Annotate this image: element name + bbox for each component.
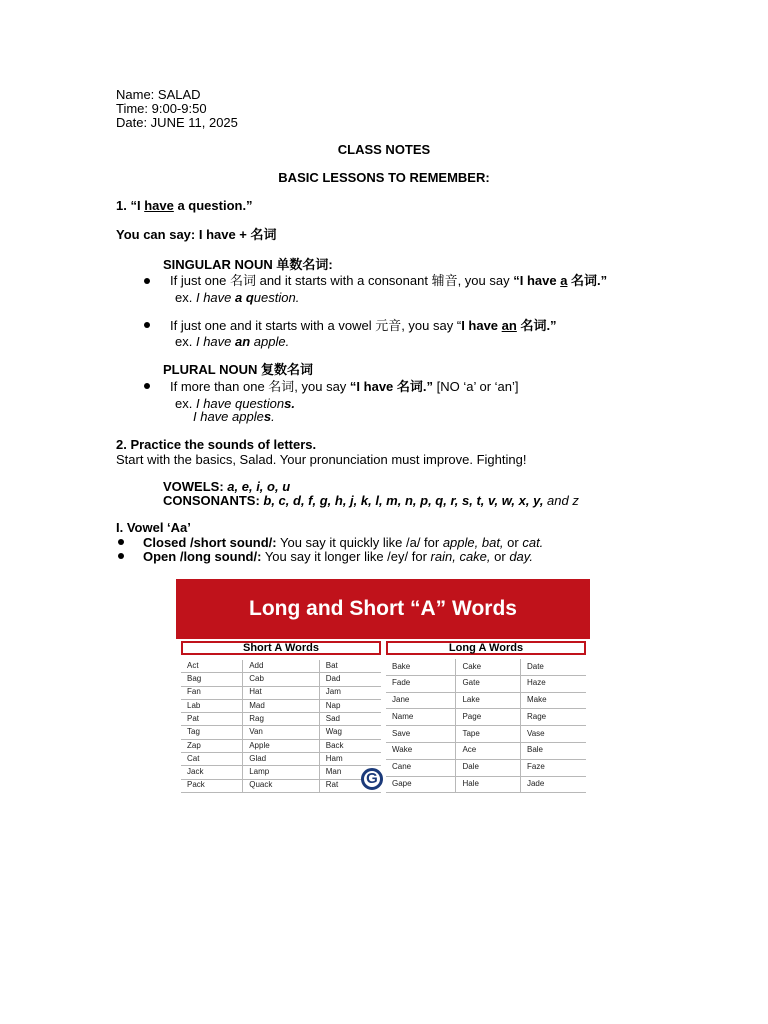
word-cell: Dale [456, 759, 521, 776]
word-cell: Bat [319, 660, 381, 673]
word-cell: Dad [319, 673, 381, 686]
word-cell: Quack [243, 779, 320, 792]
word-cell: Rag [243, 713, 320, 726]
table-row [386, 675, 586, 692]
word-cell: Van [243, 726, 320, 739]
short-a-table-title: Short A Words [181, 641, 381, 655]
bullet-dot [144, 383, 150, 389]
word-cell: Lamp [243, 766, 320, 779]
table-row [181, 779, 381, 792]
word-cell: Name [386, 709, 456, 726]
lesson2-text: Start with the basics, Salad. Your pronunciation must improve. Fighting! [116, 452, 527, 467]
word-cell: Glad [243, 753, 320, 766]
word-cell: Rat [319, 779, 381, 792]
word-cell: Jam [319, 686, 381, 699]
singular-example-vowel: ex. I have an apple. [175, 334, 290, 349]
word-cell: Zap [181, 739, 243, 752]
word-cell: Faze [520, 759, 586, 776]
word-cell: Cane [386, 759, 456, 776]
long-a-table-title: Long A Words [386, 641, 586, 655]
long-sound-rule: Open /long sound/: You say it longer like /ey/ for rain, cake, or day. [143, 549, 533, 564]
bullet-dot [118, 539, 124, 545]
word-cell: Tape [456, 726, 521, 743]
table-row [386, 659, 586, 675]
plural-noun-heading: PLURAL NOUN 复数名词 [163, 362, 313, 377]
page-subtitle: BASIC LESSONS TO REMEMBER: [278, 170, 490, 185]
logo-icon: G [361, 768, 383, 790]
word-cell: Ham [319, 753, 381, 766]
table-row [386, 742, 586, 759]
consonants-line: CONSONANTS: b, c, d, f, g, h, j, k, l, m, n, p, q, r, s, t, v, w, x, y, and z [163, 493, 579, 508]
word-cell: Cake [456, 659, 521, 675]
plural-example-2: I have apples. [193, 409, 275, 424]
page-title: CLASS NOTES [337, 142, 431, 157]
table-row [181, 726, 381, 739]
word-cell: Ace [456, 742, 521, 759]
word-cell: Jack [181, 766, 243, 779]
word-cell: Date [520, 659, 586, 675]
word-cell: Rage [520, 709, 586, 726]
bullet-dot [144, 278, 150, 284]
word-cell: Back [319, 739, 381, 752]
vowel-a-heading: I. Vowel ‘Aa’ [116, 520, 191, 535]
word-cell: Gape [386, 776, 456, 793]
bullet-dot [118, 553, 124, 559]
word-cell: Hale [456, 776, 521, 793]
vowels-line: VOWELS: a, e, i, o, u [163, 479, 291, 494]
word-cell: Fade [386, 675, 456, 692]
long-short-a-words-chart [176, 579, 590, 797]
singular-rule-consonant: If just one 名词 and it starts with a consonant 辅音, you say “I have a 名词.” [170, 273, 608, 288]
word-cell: Jane [386, 692, 456, 709]
singular-noun-heading: SINGULAR NOUN 单数名词: [163, 257, 333, 272]
lesson1-heading: 1. “I have a question.” [116, 198, 253, 213]
word-cell: Man [319, 766, 381, 779]
chart-title: Long and Short “A” Words [176, 579, 590, 639]
table-row [386, 776, 586, 793]
class-time: Time: 9:00-9:50 [116, 101, 207, 116]
plural-example-1: ex. I have questions. [175, 396, 295, 411]
word-cell: Apple [243, 739, 320, 752]
word-cell: Add [243, 660, 320, 673]
word-cell: Nap [319, 699, 381, 712]
short-sound-rule: Closed /short sound/: You say it quickly like /a/ for apple, bat, or cat. [143, 535, 544, 550]
table-row [386, 692, 586, 709]
word-cell: Wake [386, 742, 456, 759]
table-row [181, 686, 381, 699]
bullet-dot [144, 322, 150, 328]
you-can-say: You can say: I have + 名词 [116, 227, 277, 242]
word-cell: Pack [181, 779, 243, 792]
table-row [386, 759, 586, 776]
word-cell: Vase [520, 726, 586, 743]
word-cell: Bake [386, 659, 456, 675]
word-cell: Sad [319, 713, 381, 726]
word-cell: Gate [456, 675, 521, 692]
student-name: Name: SALAD [116, 87, 201, 102]
table-row [386, 709, 586, 726]
word-cell: Lake [456, 692, 521, 709]
word-cell: Cat [181, 753, 243, 766]
table-row [181, 660, 381, 673]
word-cell: Tag [181, 726, 243, 739]
word-cell: Wag [319, 726, 381, 739]
word-cell: Fan [181, 686, 243, 699]
short-a-words-table [181, 660, 381, 793]
word-cell: Bale [520, 742, 586, 759]
long-a-words-table [386, 659, 586, 793]
table-row [181, 713, 381, 726]
plural-rule: If more than one 名词, you say “I have 名词.” [NO ‘a’ or ‘an’] [170, 379, 519, 394]
word-cell: Save [386, 726, 456, 743]
class-date: Date: JUNE 11, 2025 [116, 115, 238, 130]
singular-example-consonant: ex. I have a question. [175, 290, 300, 305]
table-row [386, 726, 586, 743]
table-row [181, 753, 381, 766]
word-cell: Hat [243, 686, 320, 699]
word-cell: Cab [243, 673, 320, 686]
table-row [181, 673, 381, 686]
word-cell: Haze [520, 675, 586, 692]
word-cell: Mad [243, 699, 320, 712]
word-cell: Bag [181, 673, 243, 686]
lesson2-heading: 2. Practice the sounds of letters. [116, 437, 317, 452]
table-row [181, 766, 381, 779]
word-cell: Page [456, 709, 521, 726]
table-row [181, 739, 381, 752]
word-cell: Make [520, 692, 586, 709]
word-cell: Lab [181, 699, 243, 712]
word-cell: Jade [520, 776, 586, 793]
singular-rule-vowel: If just one and it starts with a vowel 元音, you say “I have an 名词.” [170, 318, 557, 333]
word-cell: Act [181, 660, 243, 673]
word-cell: Pat [181, 713, 243, 726]
table-row [181, 699, 381, 712]
